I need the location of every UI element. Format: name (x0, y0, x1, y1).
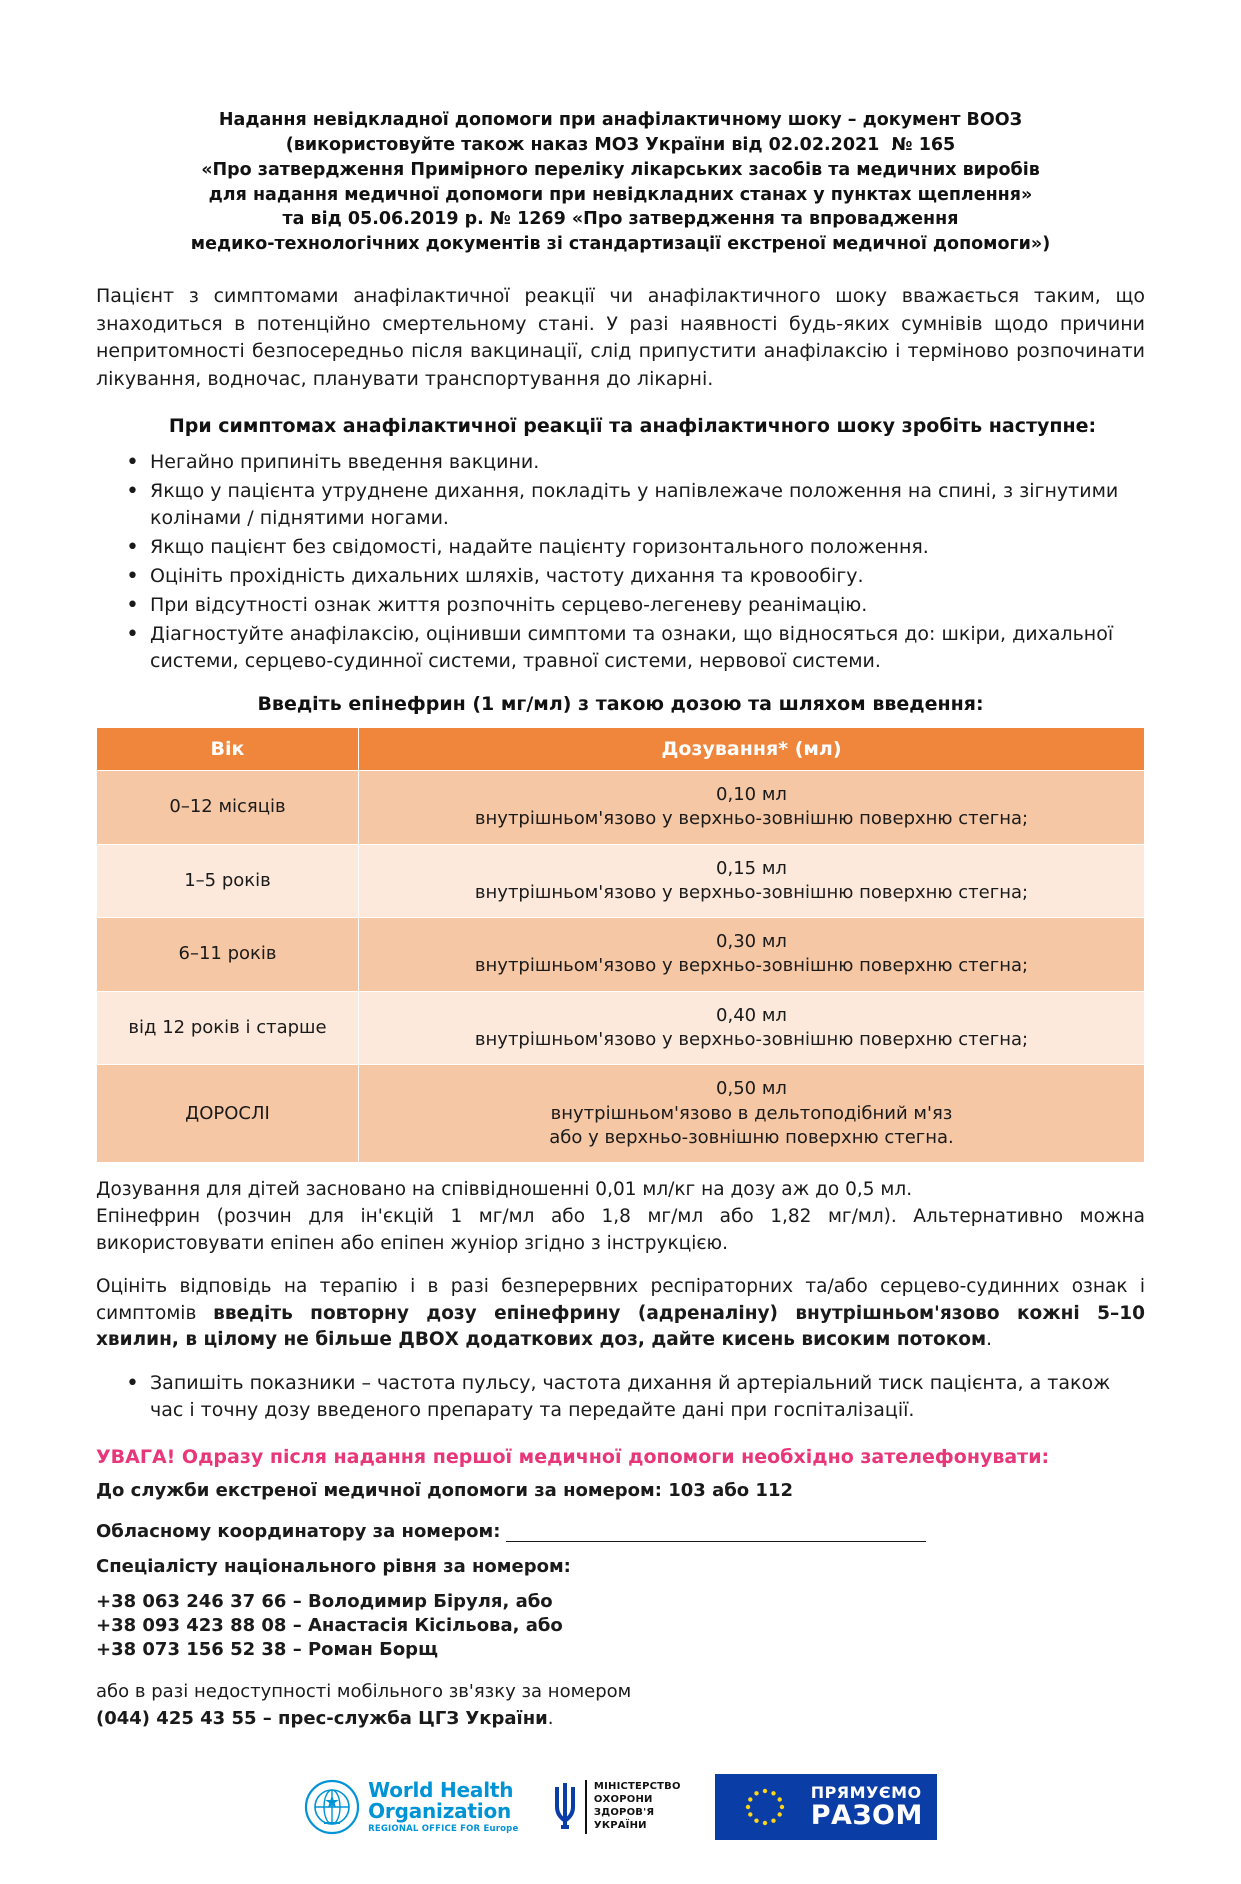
title-line-2: (використовуйте також наказ МОЗ України від 02.02.2021 № 165 (285, 134, 956, 155)
dose-amount: 0,50 мл (716, 1078, 787, 1100)
trident-icon (552, 1781, 578, 1833)
moz-wordmark (594, 1781, 681, 1832)
moz-line-4: УКРАЇНИ (593, 1819, 647, 1831)
eu-wordmark (811, 1783, 923, 1830)
title-line-5: та від 05.06.2019 р. № 1269 «Про затвердження та впровадження (282, 209, 959, 230)
note-line-2: Епінефрин (розчин для ін'єкцій 1 мг/мл або 1,8 мг/мл або 1,82 мг/мл). Альтернативно можна використовувати епіпен або епіпен жуніор згідно з інструкцією. (96, 1206, 1145, 1254)
cell-age: від 12 років і старше (97, 991, 359, 1065)
column-header-dose: Дозування* (мл) (359, 728, 1145, 771)
who-emblem-icon (304, 1779, 360, 1835)
dose-route: внутрішньом'язово в дельтоподібний м'яз (550, 1102, 953, 1124)
who-region-label: REGIONAL OFFICE FOR (368, 1824, 481, 1835)
eu-line-2: РАЗОМ (810, 1800, 923, 1832)
national-contact: +38 093 423 88 08 – Анастасія Кісільова, або (96, 1615, 563, 1637)
dose-amount: 0,10 мл (716, 784, 787, 805)
fallback-phone: (044) 425 43 55 (96, 1708, 257, 1730)
table-row (97, 918, 1145, 992)
list-item: • Негайно припиніть введення вакцини. (148, 449, 1145, 476)
footer-logos (96, 1774, 1145, 1854)
list-item: • Діагностуйте анафілаксію, оцінивши симптоми та ознаки, що відносяться до: шкіри, дихальної системи, серцево-судинної системи, травної системи, нервової системи. (148, 621, 1145, 675)
cell-age: ДОРОСЛІ (97, 1065, 359, 1163)
steps-list (96, 449, 1145, 675)
dose-route-alt: або у верхньо-зовнішню поверхню стегна. (549, 1126, 954, 1148)
steps-heading: При симптомах анафілактичної реакції та анафілактичного шоку зробіть наступне: (168, 415, 1097, 438)
note-line-1: Дозування для дітей засновано на співвідношенні 0,01 мл/кг на дозу аж до 0,5 мл. (96, 1179, 913, 1201)
dosage-table-heading: Введіть епінефрин (1 мг/мл) з такою дозою та шляхом введення: (257, 693, 984, 715)
dose-route: внутрішньом'язово у верхньо-зовнішню поверхню стегна; (474, 1029, 1029, 1051)
title-line-3: «Про затвердження Примірного переліку лікарських засобів та медичних виробів (201, 159, 1040, 180)
document-title (96, 108, 1145, 257)
table-row (97, 771, 1145, 845)
list-item: • При відсутності ознак життя розпочніть серцево-легеневу реанімацію. (148, 592, 1145, 619)
cell-dose (359, 1065, 1145, 1163)
emergency-number-line: До служби екстреної медичної допомоги за номером: 103 або 112 (96, 1480, 793, 1502)
intro-paragraph: Пацієнт з симптомами анафілактичної реакції чи анафілактичного шоку вважається таким, що знаходиться в потенційно смертельному стані. У разі наявності будь-яких сумнівів щодо причини непритомності безпосередньо після вакцинації, слід припустити анафілаксію і терміново розпочинати лікування, водночас, планувати транспортування до лікарні. (96, 285, 1145, 390)
national-contact: +38 073 156 52 38 – Роман Борщ (96, 1639, 438, 1661)
table-header-row (97, 728, 1145, 771)
fallback-text: або в разі недоступності мобільного зв'язку за номером (96, 1681, 632, 1703)
cell-dose (359, 771, 1145, 845)
attention-heading: УВАГА! Одразу після надання першої медичної допомоги необхідно зателефонувати: (96, 1446, 1050, 1469)
fallback-contact (96, 1678, 1145, 1732)
list-item: • Запишіть показники – частота пульсу, частота дихання й артеріальний тиск пацієнта, а також час і точну дозу введеного препарату та передайте дані при госпіталізації. (148, 1370, 1145, 1424)
fallback-phone-line (96, 1705, 1145, 1732)
title-line-4: для надання медичної допомоги при невідкладних станах у пунктах щеплення» (208, 184, 1033, 205)
national-specialist-label: Спеціалісту національного рівня за номером: (96, 1556, 571, 1578)
dosage-table (96, 727, 1145, 1163)
who-line-1: World Health (368, 1777, 514, 1802)
eu-flag-icon (729, 1782, 801, 1832)
table-row (97, 1065, 1145, 1163)
repeat-dose-intro: Оцініть відповідь на терапію і в разі безперервних респіраторних та/або серцево-судинних ознак і симптомів (96, 1275, 1145, 1324)
dose-route: внутрішньом'язово у верхньо-зовнішню поверхню стегна; (474, 955, 1029, 977)
fallback-phone-owner: – прес-служба ЦГЗ України (256, 1708, 548, 1730)
dose-amount: 0,40 мл (716, 1004, 787, 1026)
moz-logo (552, 1780, 680, 1834)
regional-coordinator-label: Обласному координатору за номером: (96, 1521, 501, 1543)
cell-age: 6–11 років (97, 918, 359, 992)
regional-coordinator-blank[interactable] (506, 1528, 926, 1542)
cell-dose (359, 844, 1145, 918)
eu-line-1: ПРЯМУЄМО (810, 1783, 922, 1803)
fallback-period: . (547, 1708, 554, 1730)
cell-age: 0–12 місяців (97, 771, 359, 845)
regional-coordinator-line (96, 1521, 1145, 1542)
list-item: • Оцініть прохідність дихальних шляхів, частоту дихання та кровообігу. (148, 563, 1145, 590)
moz-line-1: МІНІСТЕРСТВО (593, 1781, 681, 1793)
table-row (97, 844, 1145, 918)
moz-line-3: ЗДОРОВ'Я (593, 1807, 655, 1819)
list-item: • Якщо у пацієнта утруднене дихання, покладіть у напівлежаче положення на спині, з зігнутими колінами / піднятими ногами. (148, 478, 1145, 532)
who-logo (304, 1779, 518, 1835)
who-wordmark (368, 1777, 519, 1835)
eu-logo (715, 1774, 937, 1840)
dose-amount: 0,30 мл (716, 931, 787, 953)
repeat-dose-paragraph (96, 1274, 1145, 1354)
cell-age: 1–5 років (97, 844, 359, 918)
title-line-1: Надання невідкладної допомоги при анафілактичному шоку – документ ВООЗ (218, 110, 1023, 130)
title-line-6: медико-технологічних документів зі стандартизації екстреної медичної допомоги») (190, 234, 1051, 255)
cell-dose (359, 918, 1145, 992)
dose-route: внутрішньом'язово у верхньо-зовнішню поверхню стегна; (474, 808, 1029, 830)
record-list (96, 1370, 1145, 1424)
who-region-name: Europe (483, 1824, 519, 1835)
who-line-2: Organization (368, 1798, 512, 1823)
repeat-dose-end: . (986, 1329, 993, 1351)
column-header-age: Вік (97, 728, 359, 771)
table-row (97, 991, 1145, 1065)
who-region-line (368, 1825, 518, 1834)
dose-amount: 0,15 мл (716, 857, 787, 879)
dose-route: внутрішньом'язово у верхньо-зовнішню поверхню стегна; (474, 881, 1029, 903)
dosage-notes (96, 1177, 1145, 1257)
list-item: • Якщо пацієнт без свідомості, надайте пацієнту горизонтального положення. (148, 534, 1145, 561)
cell-dose (359, 991, 1145, 1065)
repeat-dose-emphasis: введіть повторну дозу епінефрину (адреналіну) внутрішньом'язово кожні 5–10 хвилин, в цілому не більше ДВОХ додаткових доз, дайте кисень високим потоком (96, 1302, 1145, 1351)
national-contact: +38 063 246 37 66 – Володимир Біруля, або (96, 1591, 553, 1613)
moz-divider (585, 1780, 587, 1834)
moz-line-2: ОХОРОНИ (593, 1794, 653, 1806)
